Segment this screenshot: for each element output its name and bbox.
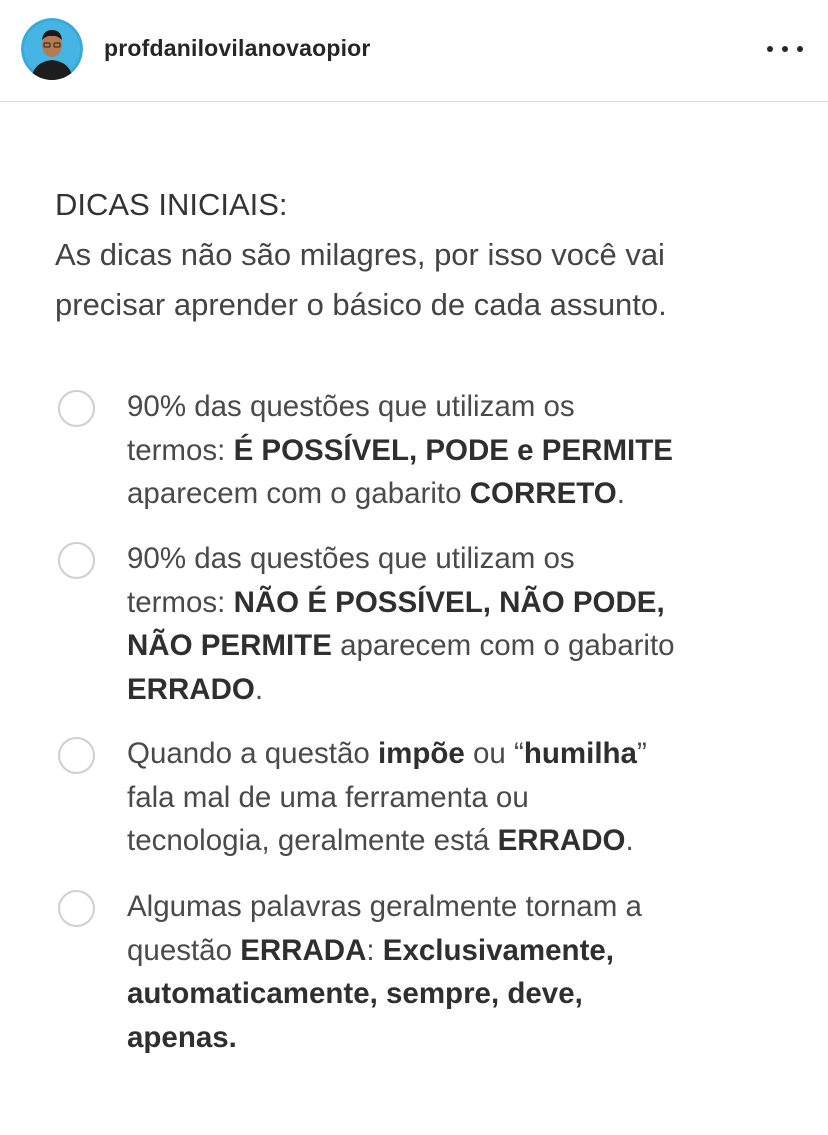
note-heading: DICAS INICIAIS: xyxy=(55,187,288,222)
checkbox-circle[interactable] xyxy=(58,390,95,427)
item-line: questão ERRADA: Exclusivamente, xyxy=(127,933,615,967)
checklist-item xyxy=(55,537,828,711)
item-line: apenas. xyxy=(127,1020,237,1054)
item-line: Quando a questão impõe ou “humilha” xyxy=(127,737,647,770)
item-line: 90% das questões que utilizam os xyxy=(127,390,575,423)
item-line: aparecem com o gabarito CORRETO. xyxy=(127,477,625,510)
avatar-image xyxy=(21,18,83,80)
item-line: termos: NÃO É POSSÍVEL, NÃO PODE, xyxy=(127,585,665,619)
post-header xyxy=(0,0,828,102)
checklist-item xyxy=(55,385,828,516)
item-line: termos: É POSSÍVEL, PODE e PERMITE xyxy=(127,433,673,467)
note-intro xyxy=(55,180,795,330)
avatar[interactable] xyxy=(21,18,83,80)
checklist-item xyxy=(55,885,828,1059)
item-line: ERRADO. xyxy=(127,672,264,706)
more-dot-icon xyxy=(767,46,773,52)
more-dot-icon xyxy=(797,46,803,52)
checklist-item xyxy=(55,732,828,863)
more-dot-icon xyxy=(782,46,788,52)
item-line: Algumas palavras geralmente tornam a xyxy=(127,890,642,923)
item-line: tecnologia, geralmente está ERRADO. xyxy=(127,824,634,857)
item-line: fala mal de uma ferramenta ou xyxy=(127,780,529,814)
intro-line: precisar aprender o básico de cada assunto. xyxy=(55,287,667,322)
item-line: automaticamente, sempre, deve, xyxy=(127,977,583,1010)
more-options-button[interactable] xyxy=(767,33,803,65)
username[interactable]: profdanilovilanovaopior xyxy=(104,35,371,61)
checkbox-circle[interactable] xyxy=(58,890,95,927)
intro-line: As dicas não são milagres, por isso você vai xyxy=(55,237,665,272)
checkbox-circle[interactable] xyxy=(58,542,95,579)
item-line: 90% das questões que utilizam os xyxy=(127,542,575,575)
item-line: NÃO PERMITE aparecem com o gabarito xyxy=(127,629,675,662)
checkbox-circle[interactable] xyxy=(58,737,95,774)
